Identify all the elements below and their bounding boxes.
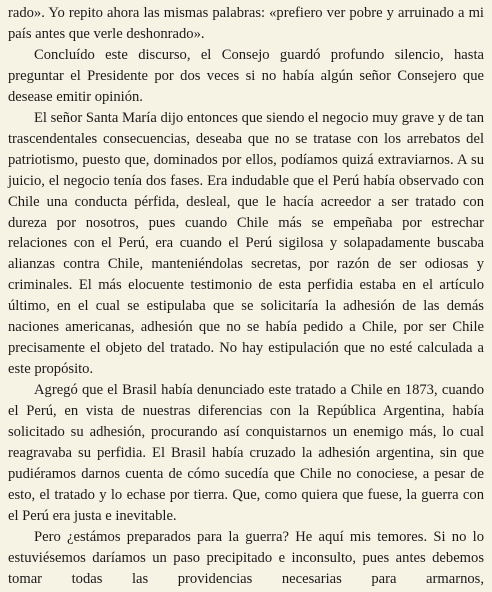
paragraph-2: Concluído este discurso, el Consejo guardó profundo silencio, hasta preguntar el Presidente por dos veces si no había algún señor Consejero que desease emitir opinión. [8,46,484,105]
paragraph-3: El señor Santa María dijo entonces que siendo el negocio muy grave y de tan trascendentales consecuencias, deseaba que no se tratase con los arrebatos del patriotismo, puesto que, dominados por ellos, podíamos quizá extraviarnos. A su juicio, el negocio tenía dos fases. Era indudable que el Perú había observado con Chile una conducta pérfida, desleal, que le hacía acreedor a ser tratado con dureza por nosotros, pues cuando Chile más se empeñaba por estrechar relaciones con el Perú, era cuando el Perú sigilosa y solapadamente buscaba alianzas contra Chile, manteniéndolas secretas, por razón de ser odiosas y criminales. El más elocuente testimonio de esta perfidia estaba en el artículo último, en el cual se estipulaba que se solicitaría la adhesión de las demás naciones americanas, adhesión que no se había pedido a Chile, por ser Chile precisamente el objeto del tratado. No hay estipulación que no esté calculada a este propósito. [8,109,484,378]
paragraph-5: Pero ¿estámos preparados para la guerra? He aquí mis temores. Si no lo estuviésemos daríamos un paso precipitado e inconsulto, pues antes debemos tomar todas las providencias necesarias para armarnos, [8,528,484,587]
paragraph-1: rado». Yo repito ahora las mismas palabras: «prefiero ver pobre y arruinado a mi país antes que verle deshonrado». [8,5,484,42]
page-body-text [8,3,484,590]
paragraph-4: Agregó que el Brasil había denunciado este tratado a Chile en 1873, cuando el Perú, en vista de nuestras diferencias con la República Argentina, había solicitado su adhesión, procurando así conquistarnos un enemigo más, lo cual reagravaba su perfidia. El Brasil había cruzado la adhesión argentina, sin que pudiéramos darnos cuenta de cómo sucedía que Chile no conociese, a pesar de esto, el tratado y lo echase por tierra. Que, como quiera que fuese, la guerra con el Perú era justa e inevitable. [8,382,484,524]
